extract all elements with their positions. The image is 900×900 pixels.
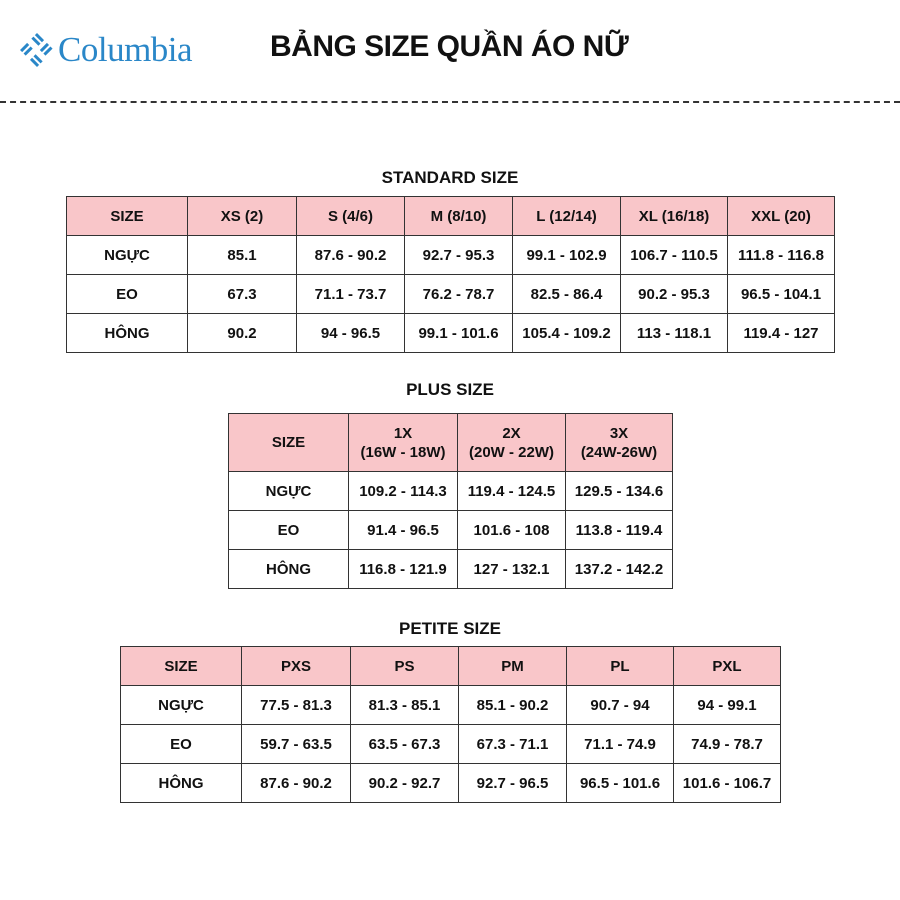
table-cell: 116.8 - 121.9 [349,550,458,589]
row-label: EO [121,725,242,764]
table-cell: 90.2 - 95.3 [621,275,728,314]
header-cell: SIZE [229,414,349,472]
table-cell: 67.3 - 71.1 [459,725,567,764]
table-cell: 109.2 - 114.3 [349,472,458,511]
table-cell: 92.7 - 96.5 [459,764,567,803]
header-cell-line: (24W-26W) [580,443,658,461]
table-cell: 127 - 132.1 [458,550,566,589]
table-cell: 105.4 - 109.2 [513,314,621,353]
table-cell: 101.6 - 108 [458,511,566,550]
header-row [121,647,781,686]
table-cell: 71.1 - 73.7 [297,275,405,314]
table-cell: 90.2 - 92.7 [351,764,459,803]
header-row [67,197,835,236]
table-cell: 106.7 - 110.5 [621,236,728,275]
table-row [121,725,781,764]
header-cell-line: 3X [609,424,629,442]
petite-size-table [120,646,781,803]
dashed-divider [0,101,900,103]
header-cell [566,414,673,472]
header-cell: XXL (20) [728,197,835,236]
standard-size-table [66,196,835,353]
standard-size-title: STANDARD SIZE [381,168,519,187]
row-label: EO [229,511,349,550]
table-cell: 71.1 - 74.9 [567,725,674,764]
header-cell: SIZE [121,647,242,686]
row-label: HÔNG [121,764,242,803]
table-cell: 96.5 - 101.6 [567,764,674,803]
table-cell: 119.4 - 127 [728,314,835,353]
header-cell: PM [459,647,567,686]
table-cell: 90.7 - 94 [567,686,674,725]
plus-size-title: PLUS SIZE [406,380,494,399]
table-cell: 92.7 - 95.3 [405,236,513,275]
table-row [67,236,835,275]
table-cell: 77.5 - 81.3 [242,686,351,725]
table-cell: 113 - 118.1 [621,314,728,353]
table-cell: 113.8 - 119.4 [566,511,673,550]
table-cell: 90.2 [188,314,297,353]
table-cell: 119.4 - 124.5 [458,472,566,511]
table-cell: 91.4 - 96.5 [349,511,458,550]
header-cell: PL [567,647,674,686]
brand-name: Columbia [58,30,193,69]
table-cell: 82.5 - 86.4 [513,275,621,314]
table-row [229,472,673,511]
row-label: NGỰC [229,472,349,511]
table-cell: 59.7 - 63.5 [242,725,351,764]
header-cell-line: 2X [502,424,521,442]
row-label: NGỰC [67,236,188,275]
table-cell: 87.6 - 90.2 [297,236,405,275]
table-row [67,314,835,353]
columbia-logo [20,30,192,70]
table-cell: 94 - 99.1 [674,686,781,725]
row-label: NGỰC [121,686,242,725]
plus-size-table [228,413,673,589]
columbia-diamond-icon [20,33,54,67]
header-cell: XS (2) [188,197,297,236]
table-row [121,764,781,803]
table-cell: 63.5 - 67.3 [351,725,459,764]
table-cell: 87.6 - 90.2 [242,764,351,803]
table-cell: 94 - 96.5 [297,314,405,353]
table-cell: 67.3 [188,275,297,314]
header-cell: PXL [674,647,781,686]
table-cell: 76.2 - 78.7 [405,275,513,314]
table-cell: 111.8 - 116.8 [728,236,835,275]
table-cell: 96.5 - 104.1 [728,275,835,314]
header-cell-line: (20W - 22W) [468,443,554,461]
table-row [229,550,673,589]
table-cell: 99.1 - 101.6 [405,314,513,353]
header-cell [458,414,566,472]
table-row [121,686,781,725]
table-cell: 85.1 [188,236,297,275]
header-cell: M (8/10) [405,197,513,236]
page-title: BẢNG SIZE QUẦN ÁO NỮ [270,30,629,63]
header-cell: L (12/14) [513,197,621,236]
header-cell: PS [351,647,459,686]
row-label: HÔNG [67,314,188,353]
header-cell: XL (16/18) [621,197,728,236]
table-row [67,275,835,314]
header-cell: SIZE [67,197,188,236]
row-label: EO [67,275,188,314]
row-label: HÔNG [229,550,349,589]
table-cell: 99.1 - 102.9 [513,236,621,275]
header-cell-line: 1X [393,424,413,442]
header-cell: PXS [242,647,351,686]
table-cell: 129.5 - 134.6 [566,472,673,511]
header-row [229,414,673,472]
header-cell [349,414,458,472]
header-cell: S (4/6) [297,197,405,236]
header-cell-line: (16W - 18W) [360,443,446,461]
table-cell: 137.2 - 142.2 [566,550,673,589]
table-cell: 74.9 - 78.7 [674,725,781,764]
table-cell: 101.6 - 106.7 [674,764,781,803]
table-cell: 81.3 - 85.1 [351,686,459,725]
petite-size-title: PETITE SIZE [398,619,502,638]
table-cell: 85.1 - 90.2 [459,686,567,725]
table-row [229,511,673,550]
